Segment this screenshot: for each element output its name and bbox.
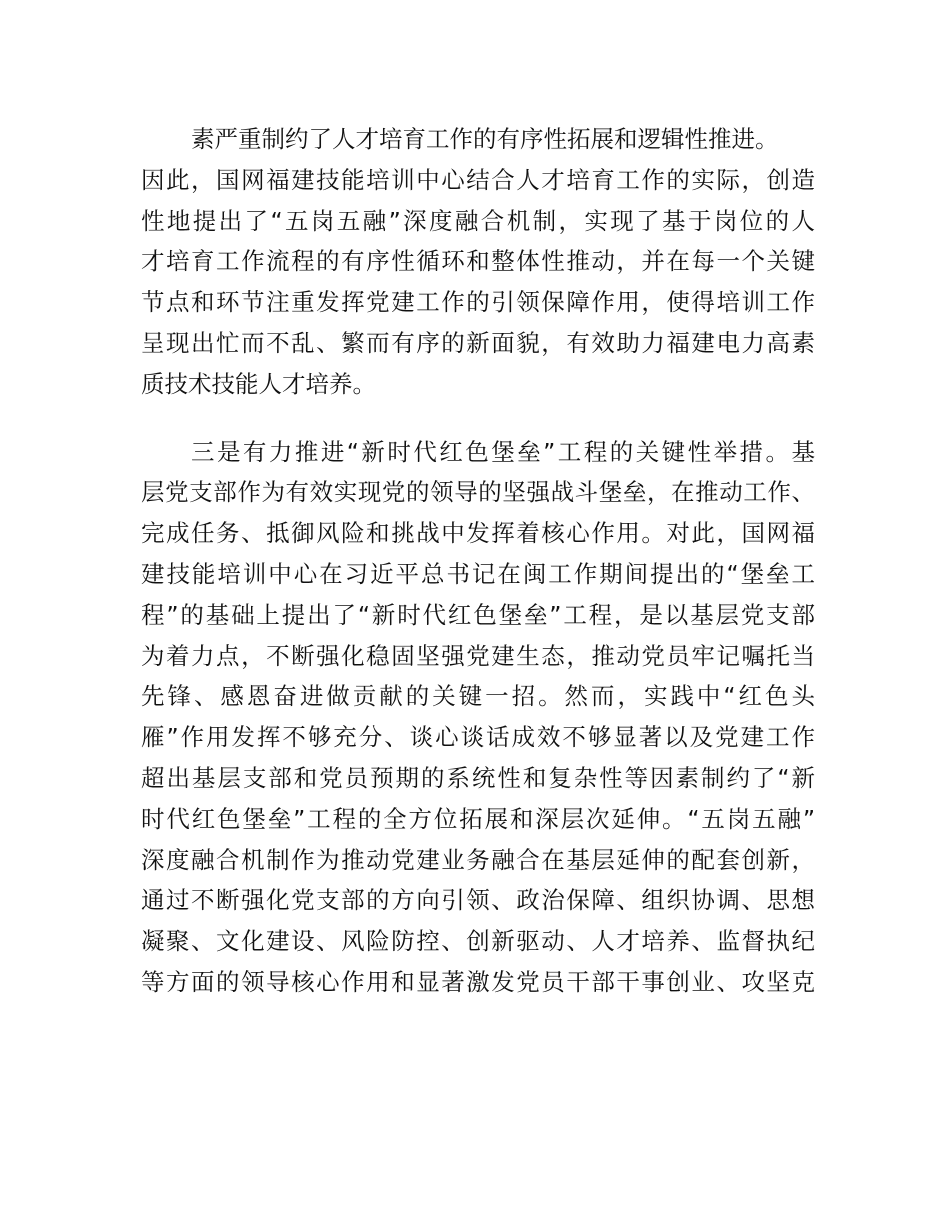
text-line: 层党支部作为有效实现党的领导的坚强战斗堡垒，在推动工作、: [141, 478, 815, 507]
text-line: 质技术技能人才培养。: [141, 369, 376, 398]
text-line: 深度融合机制作为推动党建业务融合在基层延伸的配套创新，: [141, 845, 815, 874]
text-line: 才培育工作流程的有序性循环和整体性推动，并在每一个关键: [141, 247, 815, 276]
text-line: 等方面的领导核心作用和显著激发党员干部干事创业、攻坚克: [141, 967, 815, 996]
text-line: 程”的基础上提出了“新时代红色堡垒”工程，是以基层党支部: [141, 600, 815, 629]
paragraph-2: [141, 432, 815, 1003]
document-page: [141, 119, 815, 1030]
text-line: 素严重制约了人才培育工作的有序性拓展和逻辑性推进。: [191, 125, 779, 153]
text-line: 三是有力推进“新时代红色堡垒”工程的关键性举措。基: [191, 437, 815, 466]
text-line: 先锋、感恩奋进做贡献的关键一招。然而，实践中“红色头: [141, 682, 815, 711]
text-line: 通过不断强化党支部的方向引领、政治保障、组织协调、思想: [141, 886, 815, 915]
paragraph-1: [141, 119, 815, 405]
text-line: 建技能培训中心在习近平总书记在闽工作期间提出的“堡垒工: [141, 559, 815, 588]
text-line: 节点和环节注重发挥党建工作的引领保障作用，使得培训工作: [141, 288, 815, 317]
text-line: 因此，国网福建技能培训中心结合人才培育工作的实际，创造: [141, 165, 815, 194]
text-line: 凝聚、文化建设、风险防控、创新驱动、人才培养、监督执纪: [141, 927, 815, 956]
text-line: 超出基层支部和党员预期的系统性和复杂性等因素制约了“新: [141, 763, 815, 792]
text-line: 为着力点，不断强化稳固坚强党建生态，推动党员牢记嘱托当: [141, 641, 815, 670]
text-line: 时代红色堡垒”工程的全方位拓展和深层次延伸。“五岗五融”: [141, 804, 815, 833]
text-line: 雁”作用发挥不够充分、谈心谈话成效不够显著以及党建工作: [141, 723, 815, 752]
text-line: 完成任务、抵御风险和挑战中发挥着核心作用。对此，国网福: [141, 519, 815, 548]
text-line: 性地提出了“五岗五融”深度融合机制，实现了基于岗位的人: [141, 206, 815, 235]
text-line: 呈现出忙而不乱、繁而有序的新面貌，有效助力福建电力高素: [141, 328, 815, 357]
